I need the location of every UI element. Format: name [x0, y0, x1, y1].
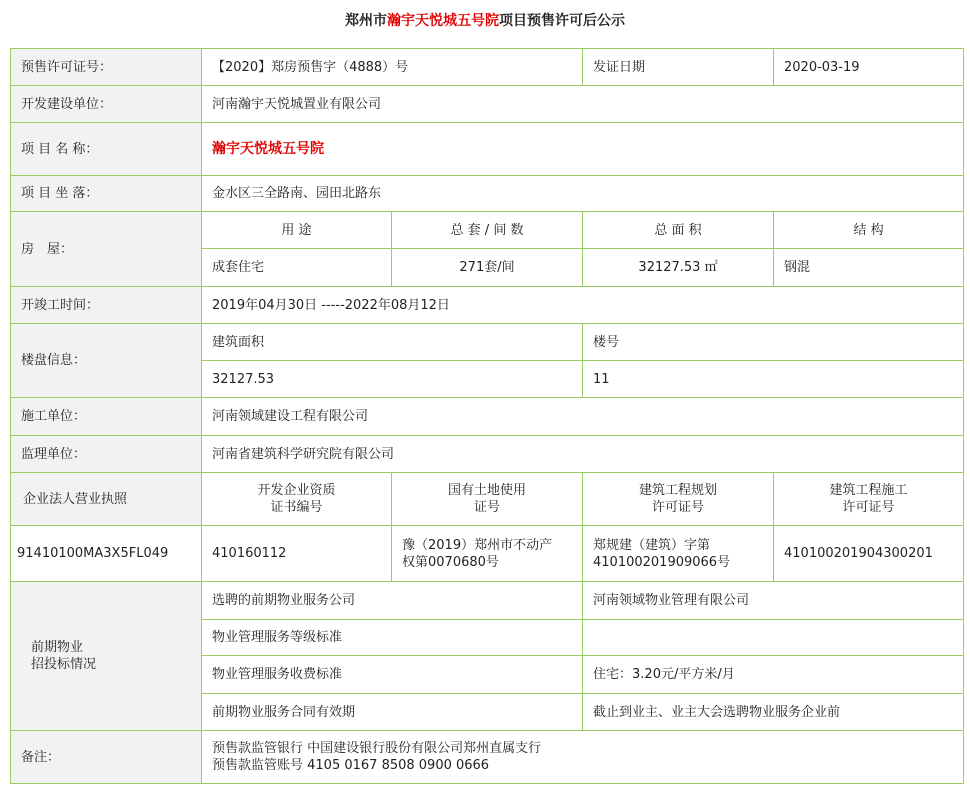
business-license-value: 91410100MA3X5FL049 — [11, 526, 202, 582]
row-supervision — [11, 436, 964, 473]
property-item-value: 截止到业主、业主大会选聘物业服务企业前 — [583, 694, 964, 731]
house-usage-value: 成套住宅 — [202, 249, 392, 287]
permit-info-table — [10, 48, 964, 784]
property-item-key: 物业管理服务等级标准 — [202, 620, 583, 656]
property-item-key: 选聘的前期物业服务公司 — [202, 582, 583, 620]
planning-permit-value: 郑规建（建筑）字第 410100201909066号 — [583, 526, 774, 582]
location-value: 金水区三全路南、园田北路东 — [202, 176, 964, 212]
title-project-name: 瀚宇天悦城五号院 — [387, 13, 499, 29]
permit-number-value: 【2020】郑房预售字（4888）号 — [202, 49, 583, 86]
construction-value: 河南领域建设工程有限公司 — [202, 398, 964, 436]
row-work-time — [11, 287, 964, 324]
property-item-key: 前期物业服务合同有效期 — [202, 694, 583, 731]
building-label: 楼盘信息： — [11, 324, 202, 398]
remark-bank: 预售款监管银行 中国建设银行股份有限公司郑州直属支行 — [212, 741, 542, 756]
project-name-label: 项 目 名 称： — [11, 123, 202, 176]
remark-value — [202, 731, 964, 784]
property-item-value: 河南领域物业管理有限公司 — [583, 582, 964, 620]
title-prefix: 郑州市 — [345, 13, 387, 29]
developer-label: 开发建设单位： — [11, 86, 202, 123]
row-project-name — [11, 123, 964, 176]
house-area-value: 32127.53 ㎡ — [583, 249, 774, 287]
developer-value: 河南瀚宇天悦城置业有限公司 — [202, 86, 964, 123]
property-label: 前期物业 招投标情况 — [11, 582, 202, 731]
remark-account: 预售款监管账号 4105 0167 8508 0900 0666 — [212, 758, 490, 773]
row-building-header — [11, 324, 964, 361]
row-permit-number — [11, 49, 964, 86]
house-header-area: 总 面 积 — [583, 212, 774, 249]
row-license-values — [11, 526, 964, 582]
property-item-value — [583, 620, 964, 656]
permit-number-label: 预售许可证号： — [11, 49, 202, 86]
row-license-header — [11, 473, 964, 526]
row-location — [11, 176, 964, 212]
row-property-1 — [11, 582, 964, 620]
remark-label: 备注： — [11, 731, 202, 784]
work-time-value: 2019年04月30日 -----2022年08月12日 — [202, 287, 964, 324]
construction-permit-value: 410100201904300201 — [774, 526, 964, 582]
house-label: 房 屋： — [11, 212, 202, 287]
house-header-structure: 结 构 — [774, 212, 964, 249]
house-structure-value: 钢混 — [774, 249, 964, 287]
license-header-land: 国有土地使用 证号 — [392, 473, 583, 526]
building-header-area: 建筑面积 — [202, 324, 583, 361]
supervision-value: 河南省建筑科学研究院有限公司 — [202, 436, 964, 473]
building-area-value: 32127.53 — [202, 361, 583, 398]
row-house-header — [11, 212, 964, 249]
land-certificate-value: 豫（2019）郑州市不动产 权第0070680号 — [392, 526, 583, 582]
issue-date-value: 2020-03-19 — [774, 49, 964, 86]
license-header-construction: 建筑工程施工 许可证号 — [774, 473, 964, 526]
license-label: 企业法人营业执照 — [11, 473, 202, 526]
issue-date-label: 发证日期 — [583, 49, 774, 86]
page-title — [0, 0, 970, 44]
row-construction — [11, 398, 964, 436]
qualification-value: 410160112 — [202, 526, 392, 582]
title-suffix: 项目预售许可后公示 — [499, 13, 625, 29]
house-units-value: 271套/间 — [392, 249, 583, 287]
project-name-value: 瀚宇天悦城五号院 — [202, 123, 964, 176]
property-item-key: 物业管理服务收费标准 — [202, 656, 583, 694]
building-header-number: 楼号 — [583, 324, 964, 361]
house-header-usage: 用 途 — [202, 212, 392, 249]
house-header-units: 总 套 / 间 数 — [392, 212, 583, 249]
work-time-label: 开竣工时间： — [11, 287, 202, 324]
location-label: 项 目 坐 落： — [11, 176, 202, 212]
row-developer — [11, 86, 964, 123]
property-item-value: 住宅：3.20元/平方米/月 — [583, 656, 964, 694]
supervision-label: 监理单位： — [11, 436, 202, 473]
license-header-planning: 建筑工程规划 许可证号 — [583, 473, 774, 526]
row-remark — [11, 731, 964, 784]
building-number-value: 11 — [583, 361, 964, 398]
construction-label: 施工单位： — [11, 398, 202, 436]
license-header-qualification: 开发企业资质 证书编号 — [202, 473, 392, 526]
